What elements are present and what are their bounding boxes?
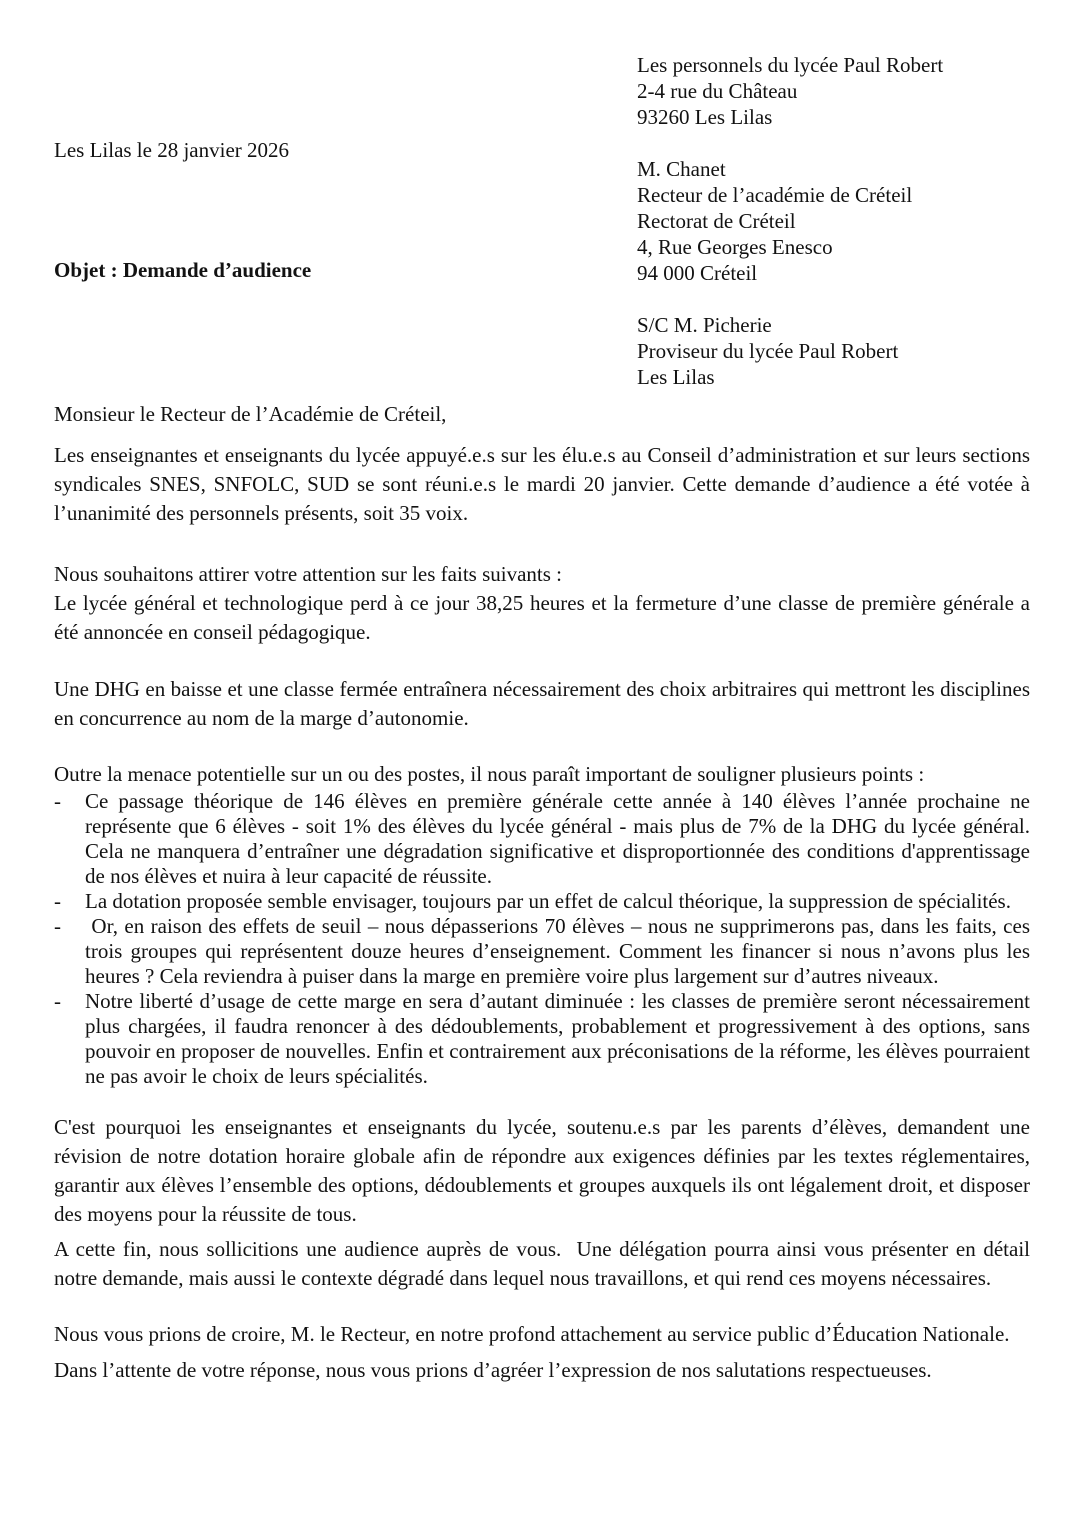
paragraph-audience: A cette fin, nous sollicitions une audience auprès de vous. Une délégation pourra ainsi vous présenter en détail notre demande, mais aussi le contexte dégradé dans lequel nous travaillons, et qui rend ces moyens nécessaires. — [54, 1237, 1030, 1290]
paragraph-intro: Les enseignantes et enseignants du lycée appuyé.e.s sur les élu.e.s au Conseil d’administration et sur leurs sections syndicales SNES, SNFOLC, SUD se sont réuni.e.s le mardi 20 janvier. Cette demande d’audience a été votée à l’unanimité des personnels présents, soit 35 voix. — [54, 443, 1030, 525]
list-item-text: La dotation proposée semble envisager, toujours par un effet de calcul théorique, la suppression de spécialités. — [85, 889, 1011, 913]
recipient-line: 4, Rue Georges Enesco — [637, 235, 833, 259]
paragraph-faits — [54, 560, 1030, 647]
care-of-line: Les Lilas — [637, 365, 715, 389]
list-item-marker: - — [54, 914, 61, 938]
letter-body — [54, 400, 1030, 1385]
care-of-line: S/C M. Picherie — [637, 313, 772, 337]
list-item-text: Ce passage théorique de 146 élèves en première générale cette année à 140 élèves l’année prochaine ne représente que 6 élèves - soit 1% des élèves du lycée général - mais plus de 7% de la DHG du lycée général. Cela ne manquera d’entraîner une dégradation significative et disproportionnée des conditions d'apprentissage de nos élèves et nuira à leur capacité de réussite. — [85, 789, 1030, 888]
subject-line: Objet : Demande d’audience — [54, 258, 312, 282]
list-item — [54, 989, 1030, 1089]
sender-line: 2-4 rue du Château — [637, 79, 798, 103]
sender-line: 93260 Les Lilas — [637, 105, 773, 129]
recipient-line: Rectorat de Créteil — [637, 209, 796, 233]
demands-list — [54, 789, 1030, 1089]
care-of-block — [637, 312, 1030, 390]
paragraph-points: Outre la menace potentielle sur un ou des postes, il nous paraît important de souligner plusieurs points : — [54, 762, 925, 786]
recipient-line: M. Chanet — [637, 157, 726, 181]
list-item — [54, 789, 1030, 889]
sender-line: Les personnels du lycée Paul Robert — [637, 53, 944, 77]
paragraph-croire: Nous vous prions de croire, M. le Recteur, en notre profond attachement au service public d’Éducation Nationale. — [54, 1322, 1010, 1346]
list-item-marker: - — [54, 989, 61, 1013]
date-line: Les Lilas le 28 janvier 2026 — [54, 138, 290, 162]
list-item-text: Or, en raison des effets de seuil – nous dépasserions 70 élèves – nous ne supprimerons pas, dans les faits, ces trois groupes qui représentent douze heures d’enseignement. Comment les financer si nous n’avons plus les heures ? Cela reviendra à puiser dans la marge en première voire plus largement sur d’autres niveaux. — [85, 914, 1030, 988]
list-item-marker: - — [54, 889, 61, 913]
recipient-line: Recteur de l’académie de Créteil — [637, 183, 913, 207]
list-item — [54, 889, 1030, 914]
paragraph-revision: C'est pourquoi les enseignantes et enseignants du lycée, soutenu.e.s par les parents d’élèves, demandent une révision de notre dotation horaire globale afin de répondre aux exigences définies par les textes réglementaires, garantir aux élèves l’ensemble des options, dédoublements et groupes auxquels ils ont légalement droit, et disposer des moyens pour la réussite de tous. — [54, 1115, 1030, 1226]
list-item-text: Notre liberté d’usage de cette marge en sera d’autant diminuée : les classes de première seront nécessairement plus chargées, il faudra renoncer à des dédoublements, probablement et progressivement à des options, sans pouvoir en proposer de nouvelles. Enfin et contrairement aux préconisations de la réforme, les élèves pourraient ne pas avoir le choix de leurs spécialités. — [85, 989, 1030, 1088]
salutation: Monsieur le Recteur de l’Académie de Créteil, — [54, 402, 447, 426]
recipient-address-block — [637, 156, 1030, 286]
recipient-line: 94 000 Créteil — [637, 261, 758, 285]
paragraph-faits-line2: Le lycée général et technologique perd à ce jour 38,25 heures et la fermeture d’une classe de première générale a été annoncée en conseil pédagogique. — [54, 591, 1030, 644]
list-item — [54, 914, 1030, 989]
care-of-line: Proviseur du lycée Paul Robert — [637, 339, 899, 363]
list-item-marker: - — [54, 789, 61, 813]
letter-header — [54, 52, 1030, 390]
sender-address-block — [637, 52, 1030, 130]
paragraph-dhg: Une DHG en baisse et une classe fermée entraînera nécessairement des choix arbitraires qui mettront les disciplines en concurrence au nom de la marge d’autonomie. — [54, 677, 1030, 730]
paragraph-attente: Dans l’attente de votre réponse, nous vous prions d’agréer l’expression de nos salutations respectueuses. — [54, 1358, 932, 1382]
paragraph-faits-line1: Nous souhaitons attirer votre attention sur les faits suivants : — [54, 562, 562, 586]
